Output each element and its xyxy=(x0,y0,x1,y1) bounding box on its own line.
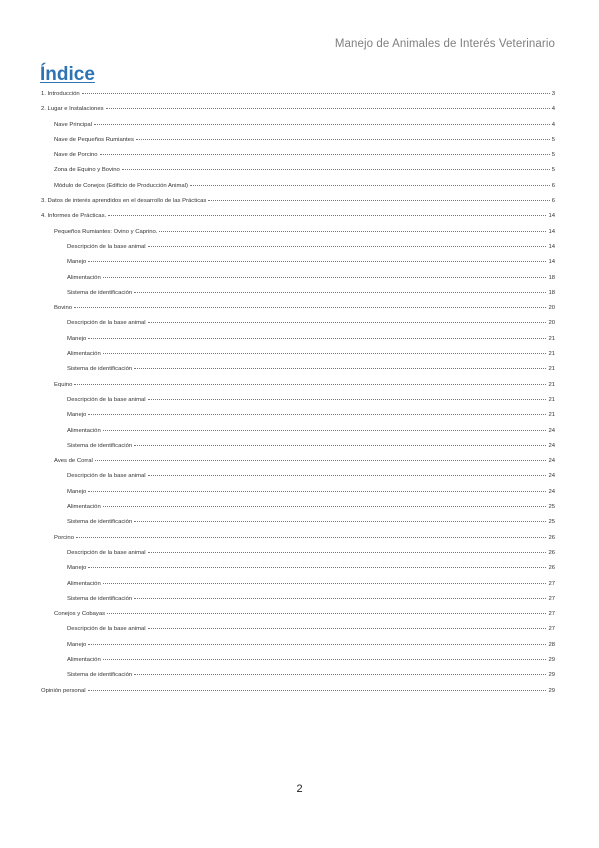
toc-entry-label: Descripción de la base animal xyxy=(67,626,146,633)
toc-dot-leader xyxy=(122,168,550,170)
toc-entry[interactable] xyxy=(41,638,555,653)
toc-entry-label: Alimentación xyxy=(67,427,101,434)
toc-entry-label: 3. Datos de interés aprendidos en el desarrollo de las Prácticas xyxy=(41,198,207,205)
toc-entry[interactable] xyxy=(41,607,555,622)
toc-entry[interactable] xyxy=(41,332,555,347)
toc-entry-page: 18 xyxy=(548,274,555,281)
toc-entry[interactable] xyxy=(41,194,555,209)
toc-entry-label: Alimentación xyxy=(67,351,101,358)
toc-dot-leader xyxy=(100,153,550,155)
toc-dot-leader xyxy=(148,474,547,476)
toc-entry-label: Manejo xyxy=(67,565,87,572)
toc-dot-leader xyxy=(94,123,550,125)
toc-entry[interactable] xyxy=(41,515,555,530)
toc-dot-leader xyxy=(148,245,547,247)
toc-entry-label: Equino xyxy=(54,381,73,388)
toc-dot-leader xyxy=(148,551,547,553)
toc-entry-label: Sistema de identificación xyxy=(67,519,133,526)
toc-entry-page: 29 xyxy=(548,687,555,694)
toc-entry-page: 21 xyxy=(548,366,555,373)
toc-entry[interactable] xyxy=(41,577,555,592)
toc-entry-page: 25 xyxy=(548,504,555,511)
toc-entry-page: 5 xyxy=(551,136,555,143)
toc-entry-label: 1. Introducción xyxy=(41,91,80,97)
toc-entry-label: Descripción de la base animal xyxy=(67,396,146,403)
toc-entry[interactable] xyxy=(41,393,555,408)
toc-entry[interactable] xyxy=(41,163,555,178)
toc-entry-label: Aves de Corral xyxy=(54,458,93,465)
toc-entry-label: Manejo xyxy=(67,412,87,419)
toc-entry-page: 26 xyxy=(548,565,555,572)
toc-entry-page: 24 xyxy=(548,473,555,480)
toc-entry-page: 26 xyxy=(548,534,555,541)
toc-dot-leader xyxy=(208,199,549,201)
toc-entry[interactable] xyxy=(41,102,555,117)
toc-dot-leader xyxy=(103,352,547,354)
toc-dot-leader xyxy=(134,444,546,446)
page-number: 2 xyxy=(296,783,303,795)
toc-entry[interactable] xyxy=(41,531,555,546)
toc-dot-leader xyxy=(148,627,547,629)
toc-entry-page: 14 xyxy=(548,228,555,235)
toc-entry-label: Bovino xyxy=(54,305,73,312)
toc-entry-label: Opinión personal xyxy=(41,687,86,694)
toc-entry-page: 24 xyxy=(548,427,555,434)
toc-entry[interactable] xyxy=(41,485,555,500)
toc-entry[interactable] xyxy=(41,87,555,102)
toc-entry-page: 5 xyxy=(551,152,555,159)
toc-entry[interactable] xyxy=(41,454,555,469)
toc-entry[interactable] xyxy=(41,286,555,301)
toc-dot-leader xyxy=(82,92,550,94)
toc-dot-leader xyxy=(103,429,547,431)
toc-entry-label: Sistema de identificación xyxy=(67,366,133,373)
toc-entry[interactable] xyxy=(41,255,555,270)
toc-dot-leader xyxy=(190,184,550,186)
toc-entry[interactable] xyxy=(41,408,555,423)
toc-entry[interactable] xyxy=(41,118,555,133)
toc-entry-page: 24 xyxy=(548,442,555,449)
toc-entry[interactable] xyxy=(41,561,555,576)
toc-entry-label: Sistema de identificación xyxy=(67,289,133,296)
toc-entry[interactable] xyxy=(41,546,555,561)
toc-dot-leader xyxy=(108,214,546,216)
toc-entry[interactable] xyxy=(41,271,555,286)
toc-entry[interactable] xyxy=(41,301,555,316)
toc-entry-page: 24 xyxy=(548,488,555,495)
toc-entry[interactable] xyxy=(41,362,555,377)
toc-dot-leader xyxy=(148,398,547,400)
toc-entry-page: 20 xyxy=(548,320,555,327)
toc-entry[interactable] xyxy=(41,439,555,454)
toc-entry-page: 14 xyxy=(548,259,555,266)
toc-dot-leader xyxy=(74,383,546,385)
toc-dot-leader xyxy=(134,291,546,293)
toc-entry-page: 27 xyxy=(548,611,555,618)
toc-entry-label: 2. Lugar e Instalaciones xyxy=(41,106,104,113)
toc-entry-label: Nave de Porcino xyxy=(54,152,98,159)
toc-entry-page: 4 xyxy=(551,121,555,128)
toc-entry-label: Nave Principal xyxy=(54,121,92,128)
toc-entry-page: 21 xyxy=(548,351,555,358)
toc-dot-leader xyxy=(88,689,547,691)
toc-dot-leader xyxy=(136,138,550,140)
toc-entry-label: Manejo xyxy=(67,488,87,495)
toc-dot-leader xyxy=(76,536,546,538)
toc-dot-leader xyxy=(88,260,546,262)
toc-entry-page: 26 xyxy=(548,549,555,556)
toc-entry-label: Manejo xyxy=(67,641,87,648)
toc-entry[interactable] xyxy=(41,592,555,607)
table-of-contents xyxy=(41,87,555,699)
toc-entry-page: 27 xyxy=(548,580,555,587)
toc-dot-leader xyxy=(88,413,546,415)
toc-dot-leader xyxy=(95,459,547,461)
toc-entry-label: Descripción de la base animal xyxy=(67,549,146,556)
toc-entry[interactable] xyxy=(41,225,555,240)
toc-entry-page: 29 xyxy=(548,656,555,663)
toc-entry-label: Manejo xyxy=(67,259,87,266)
toc-entry-page: 14 xyxy=(548,243,555,250)
toc-dot-leader xyxy=(74,306,546,308)
toc-entry-page: 21 xyxy=(548,396,555,403)
toc-entry-label: Conejos y Cobayas xyxy=(54,611,106,618)
toc-entry-label: Alimentación xyxy=(67,656,101,663)
toc-title: Índice xyxy=(40,64,95,85)
toc-dot-leader xyxy=(107,612,546,614)
toc-entry-page: 5 xyxy=(551,167,555,174)
toc-entry-label: Sistema de identificación xyxy=(67,595,133,602)
toc-entry[interactable] xyxy=(41,500,555,515)
toc-entry-label: Alimentación xyxy=(67,274,101,281)
toc-dot-leader xyxy=(134,520,546,522)
toc-entry-page: 25 xyxy=(548,519,555,526)
toc-entry-label: Descripción de la base animal xyxy=(67,473,146,480)
toc-entry-page: 18 xyxy=(548,289,555,296)
toc-entry-page: 6 xyxy=(551,198,555,205)
toc-entry-label: 4. Informes de Prácticas. xyxy=(41,213,107,220)
toc-entry-label: Manejo xyxy=(67,335,87,342)
toc-dot-leader xyxy=(103,658,547,660)
toc-entry[interactable] xyxy=(41,347,555,362)
toc-entry-label: Sistema de identificación xyxy=(67,442,133,449)
toc-entry[interactable] xyxy=(41,209,555,224)
toc-dot-leader xyxy=(134,597,546,599)
toc-entry[interactable] xyxy=(41,316,555,331)
toc-entry[interactable] xyxy=(41,469,555,484)
toc-entry-page: 29 xyxy=(548,672,555,679)
toc-entry-label: Módulo de Conejos (Edificio de Producción Animal) xyxy=(54,182,188,189)
toc-entry[interactable] xyxy=(41,653,555,668)
toc-entry[interactable] xyxy=(41,424,555,439)
toc-dot-leader xyxy=(148,321,547,323)
toc-entry-label: Pequeños Rumiantes: Ovino y Caprino. xyxy=(54,228,158,235)
toc-dot-leader xyxy=(88,643,546,645)
toc-dot-leader xyxy=(103,276,547,278)
toc-dot-leader xyxy=(103,582,547,584)
toc-dot-leader xyxy=(159,230,546,232)
toc-entry[interactable] xyxy=(41,240,555,255)
toc-entry-label: Zona de Equino y Bovino xyxy=(54,167,120,174)
toc-dot-leader xyxy=(103,505,547,507)
toc-entry-page: 21 xyxy=(548,381,555,388)
toc-entry-page: 24 xyxy=(548,458,555,465)
toc-entry-page: 6 xyxy=(551,182,555,189)
toc-entry[interactable] xyxy=(41,378,555,393)
toc-dot-leader xyxy=(134,367,546,369)
toc-entry-page: 27 xyxy=(548,626,555,633)
toc-entry-label: Descripción de la base animal xyxy=(67,320,146,327)
toc-entry-page: 20 xyxy=(548,305,555,312)
toc-entry[interactable] xyxy=(41,684,555,699)
toc-entry-page: 21 xyxy=(548,335,555,342)
toc-entry[interactable] xyxy=(41,148,555,163)
toc-entry-label: Porcino xyxy=(54,534,74,541)
toc-dot-leader xyxy=(88,490,546,492)
toc-entry-page: 4 xyxy=(551,106,555,113)
toc-entry-page: 27 xyxy=(548,595,555,602)
toc-entry[interactable] xyxy=(41,133,555,148)
toc-entry-page: 21 xyxy=(548,412,555,419)
toc-entry[interactable] xyxy=(41,179,555,194)
toc-dot-leader xyxy=(88,566,546,568)
toc-entry-page: 28 xyxy=(548,641,555,648)
toc-entry-label: Descripción de la base animal xyxy=(67,243,146,250)
toc-dot-leader xyxy=(88,337,546,339)
toc-entry-label: Sistema de identificación xyxy=(67,672,133,679)
toc-entry-page: 14 xyxy=(548,213,555,220)
toc-dot-leader xyxy=(134,673,546,675)
toc-entry[interactable] xyxy=(41,668,555,683)
toc-entry-label: Alimentación xyxy=(67,580,101,587)
toc-entry-label: Nave de Pequeños Rumiantes xyxy=(54,136,134,143)
toc-entry-label: Alimentación xyxy=(67,504,101,511)
toc-entry[interactable] xyxy=(41,622,555,637)
running-header: Manejo de Animales de Interés Veterinario xyxy=(334,38,555,50)
toc-entry-page: 3 xyxy=(551,91,555,97)
toc-dot-leader xyxy=(106,107,550,109)
